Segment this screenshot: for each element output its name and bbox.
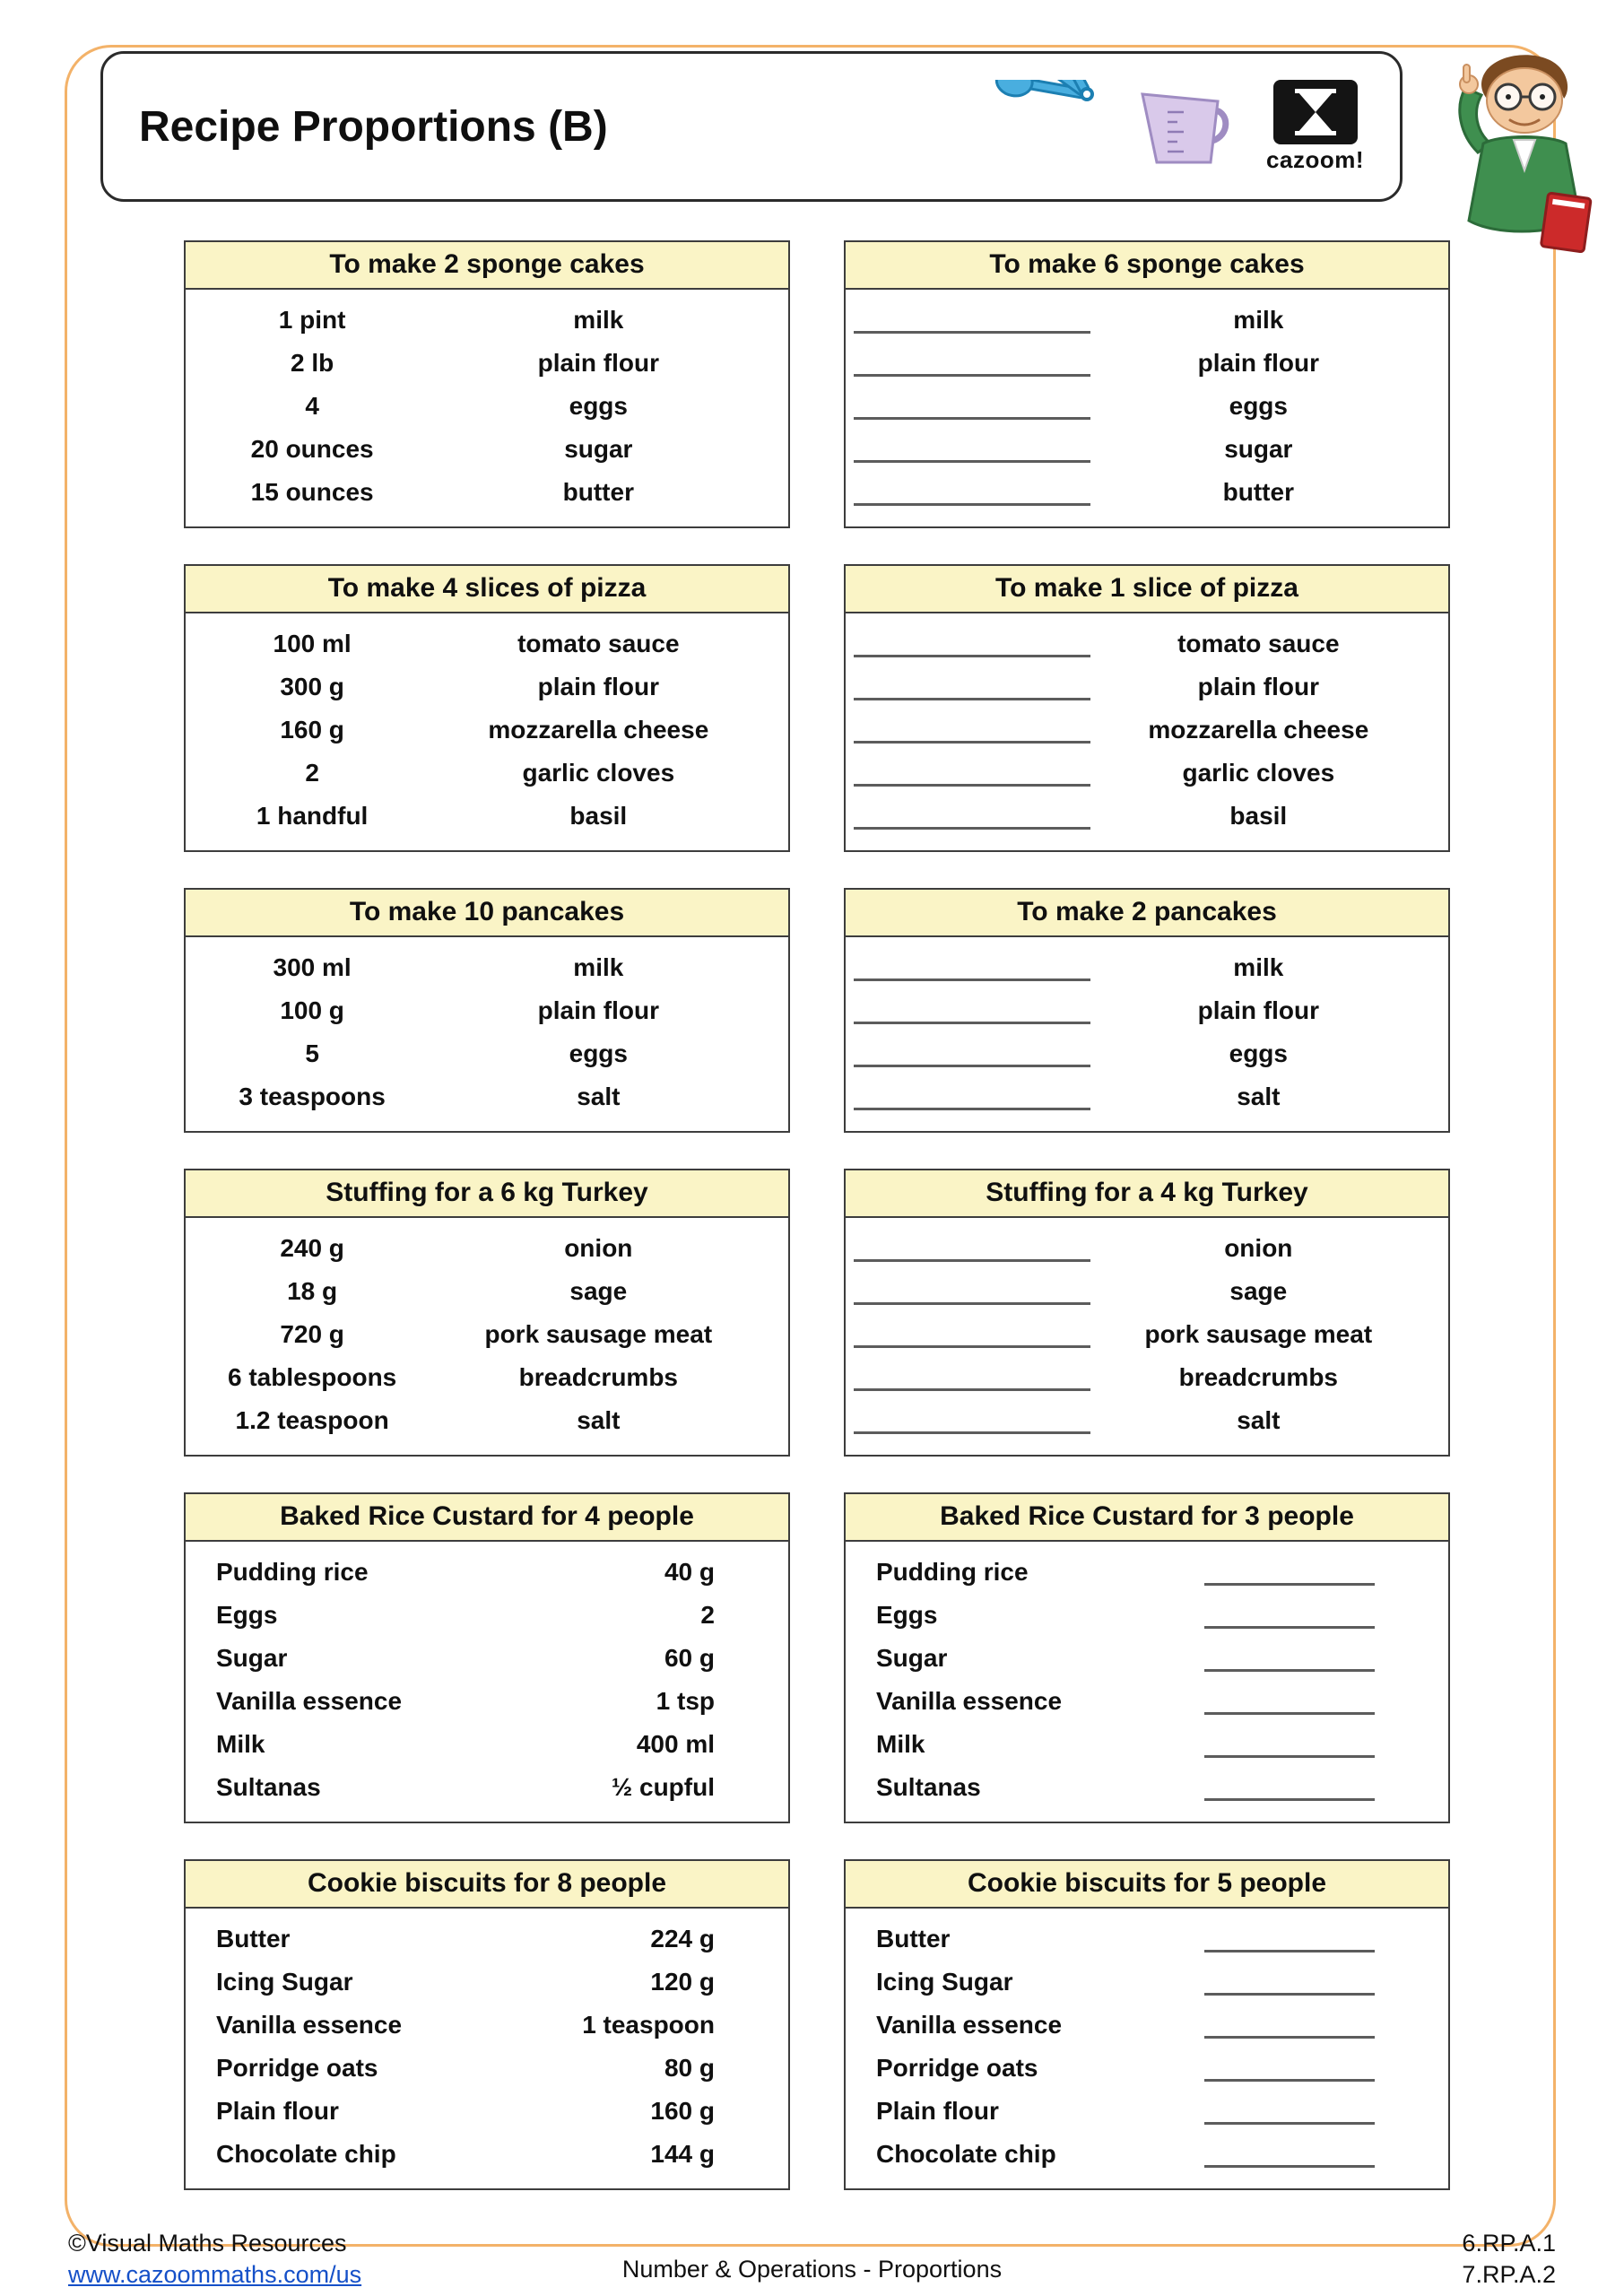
recipe-row bbox=[846, 665, 1448, 709]
recipe-box-body bbox=[846, 1542, 1448, 1822]
ingredient-label: onion bbox=[1224, 1234, 1293, 1262]
recipe-box-title: Baked Rice Custard for 3 people bbox=[846, 1494, 1448, 1542]
ingredient-label: sugar bbox=[1224, 435, 1293, 463]
recipe-row bbox=[186, 2047, 788, 2090]
recipe-row bbox=[846, 1766, 1448, 1809]
ingredient-label: basil bbox=[1229, 802, 1288, 830]
recipe-row bbox=[186, 1637, 788, 1680]
ingredient-label: plain flour bbox=[537, 673, 659, 700]
ingredient-label: tomato sauce bbox=[1177, 630, 1340, 657]
recipe-row bbox=[186, 471, 788, 514]
amount-value: ½ cupful bbox=[611, 1773, 715, 1801]
amount-value: 1 teaspoon bbox=[582, 2011, 715, 2039]
answer-blank[interactable] bbox=[854, 978, 1090, 981]
ingredient-label: sage bbox=[1229, 1277, 1288, 1305]
footer-topic-label: Number & Operations - Proportions bbox=[621, 2256, 1003, 2283]
amount-value: 18 g bbox=[287, 1277, 338, 1305]
ingredient-label: Icing Sugar bbox=[216, 1968, 353, 1996]
cazoom-logo-text: cazoom! bbox=[1266, 146, 1364, 173]
ingredient-label: Milk bbox=[216, 1730, 265, 1758]
amount-value: 2 lb bbox=[291, 349, 334, 377]
recipe-box-title: To make 4 slices of pizza bbox=[186, 566, 788, 613]
ingredient-label: eggs bbox=[1229, 392, 1288, 420]
answer-blank[interactable] bbox=[854, 1022, 1090, 1024]
ingredient-label: Sultanas bbox=[876, 1773, 981, 1801]
ingredient-label: plain flour bbox=[1197, 349, 1319, 377]
recipe-row bbox=[846, 1227, 1448, 1270]
ingredient-label: Butter bbox=[876, 1925, 951, 1952]
amount-value: 224 g bbox=[650, 1925, 715, 1952]
recipe-row bbox=[186, 385, 788, 428]
amount-value: 160 g bbox=[650, 2097, 715, 2125]
recipe-box-pizza-1 bbox=[844, 564, 1450, 852]
recipe-box-title: Cookie biscuits for 5 people bbox=[846, 1861, 1448, 1909]
ingredient-label: breadcrumbs bbox=[518, 1363, 679, 1391]
recipe-row bbox=[186, 752, 788, 795]
recipe-box-body bbox=[186, 1218, 788, 1455]
amount-value: 40 g bbox=[664, 1558, 715, 1586]
ingredient-label: eggs bbox=[1229, 1039, 1288, 1067]
recipe-row bbox=[186, 1766, 788, 1809]
amount-value: 120 g bbox=[650, 1968, 715, 1996]
answer-blank[interactable] bbox=[854, 698, 1090, 700]
recipe-row bbox=[186, 1227, 788, 1270]
ingredient-label: milk bbox=[1233, 953, 1284, 981]
ingredient-label: garlic cloves bbox=[522, 759, 675, 787]
answer-blank[interactable] bbox=[854, 655, 1090, 657]
recipe-row bbox=[846, 471, 1448, 514]
answer-blank[interactable] bbox=[1204, 1712, 1375, 1715]
ingredient-label: milk bbox=[573, 306, 624, 334]
recipe-box-body bbox=[846, 613, 1448, 850]
recipe-box-pizza-4 bbox=[184, 564, 790, 852]
recipe-box-body bbox=[186, 290, 788, 526]
amount-value: 15 ounces bbox=[250, 478, 374, 506]
recipe-box-sponge-cakes-2 bbox=[184, 240, 790, 528]
website-link[interactable]: www.cazoommaths.com/us bbox=[68, 2260, 362, 2288]
amount-value: 1.2 teaspoon bbox=[235, 1406, 389, 1434]
amount-value: 720 g bbox=[280, 1320, 344, 1348]
ingredient-label: basil bbox=[569, 802, 628, 830]
answer-blank[interactable] bbox=[1204, 2036, 1375, 2039]
recipe-row bbox=[846, 1399, 1448, 1442]
ingredient-label: salt bbox=[1237, 1406, 1281, 1434]
amount-value: 1 tsp bbox=[656, 1687, 715, 1715]
recipe-row bbox=[846, 1637, 1448, 1680]
answer-blank[interactable] bbox=[1204, 1626, 1375, 1629]
answer-blank[interactable] bbox=[854, 331, 1090, 334]
ingredient-label: tomato sauce bbox=[517, 630, 680, 657]
recipe-row bbox=[186, 1313, 788, 1356]
ingredient-label: breadcrumbs bbox=[1178, 1363, 1339, 1391]
recipe-row bbox=[846, 622, 1448, 665]
ingredient-label: Porridge oats bbox=[876, 2054, 1038, 2082]
answer-blank[interactable] bbox=[854, 1065, 1090, 1067]
recipe-row bbox=[186, 989, 788, 1032]
answer-blank[interactable] bbox=[1204, 1993, 1375, 1996]
amount-value: 144 g bbox=[650, 2140, 715, 2168]
answer-blank[interactable] bbox=[1204, 1755, 1375, 1758]
recipe-row bbox=[846, 946, 1448, 989]
answer-blank[interactable] bbox=[1204, 2079, 1375, 2082]
amount-value: 20 ounces bbox=[250, 435, 374, 463]
amount-value: 300 ml bbox=[273, 953, 352, 981]
recipe-box-body bbox=[186, 1909, 788, 2188]
standard-code-2: 7.RP.A.2 bbox=[1462, 2260, 1556, 2288]
copyright-text: ©Visual Maths Resources bbox=[68, 2229, 347, 2257]
ingredient-label: onion bbox=[564, 1234, 633, 1262]
recipe-row bbox=[846, 1551, 1448, 1594]
recipe-row bbox=[846, 2047, 1448, 2090]
ingredient-label: plain flour bbox=[1197, 996, 1319, 1024]
recipe-row bbox=[846, 1075, 1448, 1118]
recipe-box-body bbox=[186, 937, 788, 1131]
ingredient-label: Eggs bbox=[216, 1601, 278, 1629]
ingredient-label: Pudding rice bbox=[876, 1558, 1029, 1586]
ingredient-label: Chocolate chip bbox=[876, 2140, 1056, 2168]
recipe-row bbox=[186, 1032, 788, 1075]
recipe-box-title: Baked Rice Custard for 4 people bbox=[186, 1494, 788, 1542]
recipe-row bbox=[186, 1723, 788, 1766]
recipe-row bbox=[186, 1918, 788, 1961]
ingredient-label: salt bbox=[577, 1083, 621, 1110]
worksheet-header bbox=[100, 51, 1403, 202]
ingredient-label: Vanilla essence bbox=[216, 2011, 403, 2039]
recipe-row bbox=[846, 1594, 1448, 1637]
recipe-row bbox=[186, 2090, 788, 2133]
recipe-box-turkey-4kg bbox=[844, 1169, 1450, 1457]
recipe-row bbox=[186, 2133, 788, 2176]
amount-value: 5 bbox=[305, 1039, 319, 1067]
ingredient-label: milk bbox=[1233, 306, 1284, 334]
recipe-box-title: To make 1 slice of pizza bbox=[846, 566, 1448, 613]
answer-blank[interactable] bbox=[854, 374, 1090, 377]
recipe-box-title: Cookie biscuits for 8 people bbox=[186, 1861, 788, 1909]
answer-blank[interactable] bbox=[854, 1388, 1090, 1391]
ingredient-label: Icing Sugar bbox=[876, 1968, 1013, 1996]
recipe-row bbox=[846, 795, 1448, 838]
recipe-box-turkey-6kg bbox=[184, 1169, 790, 1457]
answer-blank[interactable] bbox=[854, 784, 1090, 787]
recipe-row bbox=[846, 1723, 1448, 1766]
recipe-row bbox=[846, 385, 1448, 428]
ingredient-label: plain flour bbox=[537, 349, 659, 377]
answer-blank[interactable] bbox=[1204, 1798, 1375, 1801]
recipe-row bbox=[846, 2133, 1448, 2176]
standard-code-1: 6.RP.A.1 bbox=[1462, 2229, 1556, 2257]
ingredient-label: butter bbox=[1222, 478, 1294, 506]
teacher-illustration bbox=[1424, 45, 1614, 280]
ingredient-label: Plain flour bbox=[876, 2097, 999, 2125]
ingredient-label: Butter bbox=[216, 1925, 291, 1952]
answer-blank[interactable] bbox=[854, 503, 1090, 506]
answer-blank[interactable] bbox=[854, 1108, 1090, 1110]
recipe-row bbox=[186, 2004, 788, 2047]
recipe-box-pancakes-2 bbox=[844, 888, 1450, 1133]
amount-value: 80 g bbox=[664, 2054, 715, 2082]
answer-blank[interactable] bbox=[1204, 2165, 1375, 2168]
recipe-row bbox=[186, 428, 788, 471]
amount-value: 60 g bbox=[664, 1644, 715, 1672]
ingredient-label: Sugar bbox=[216, 1644, 288, 1672]
cazoom-logo bbox=[1266, 79, 1364, 174]
ingredient-label: Vanilla essence bbox=[876, 1687, 1063, 1715]
recipe-box-title: To make 10 pancakes bbox=[186, 890, 788, 937]
recipe-row bbox=[846, 342, 1448, 385]
ingredient-label: Vanilla essence bbox=[216, 1687, 403, 1715]
amount-value: 4 bbox=[305, 392, 319, 420]
ingredient-label: salt bbox=[577, 1406, 621, 1434]
recipe-row bbox=[186, 622, 788, 665]
ingredient-label: Pudding rice bbox=[216, 1558, 369, 1586]
ingredient-label: plain flour bbox=[1197, 673, 1319, 700]
measuring-jug-icon bbox=[1137, 82, 1232, 172]
recipe-row bbox=[846, 1680, 1448, 1723]
footer-left bbox=[68, 2228, 361, 2291]
recipe-row bbox=[186, 299, 788, 342]
amount-value: 240 g bbox=[280, 1234, 344, 1262]
amount-value: 3 teaspoons bbox=[239, 1083, 386, 1110]
amount-value: 100 g bbox=[280, 996, 344, 1024]
ingredient-label: Milk bbox=[876, 1730, 925, 1758]
recipe-box-title: Stuffing for a 6 kg Turkey bbox=[186, 1170, 788, 1218]
recipe-row bbox=[186, 1270, 788, 1313]
amount-value: 1 pint bbox=[278, 306, 346, 334]
recipe-box-pancakes-10 bbox=[184, 888, 790, 1133]
amount-value: 2 bbox=[700, 1601, 715, 1629]
recipe-row bbox=[846, 989, 1448, 1032]
recipe-row bbox=[846, 1918, 1448, 1961]
recipe-row bbox=[846, 1032, 1448, 1075]
recipe-row bbox=[186, 946, 788, 989]
recipe-row bbox=[186, 1399, 788, 1442]
ingredient-label: Chocolate chip bbox=[216, 2140, 396, 2168]
recipe-row bbox=[186, 1551, 788, 1594]
ingredient-label: Porridge oats bbox=[216, 2054, 378, 2082]
recipe-row bbox=[846, 1961, 1448, 2004]
recipe-row bbox=[186, 342, 788, 385]
recipe-box-body bbox=[846, 1218, 1448, 1455]
recipe-row bbox=[846, 752, 1448, 795]
ingredient-label: Sultanas bbox=[216, 1773, 321, 1801]
ingredient-label: mozzarella cheese bbox=[1148, 716, 1369, 744]
amount-value: 160 g bbox=[280, 716, 344, 744]
cazoom-logo-mark bbox=[1272, 79, 1359, 145]
worksheet-footer bbox=[68, 2228, 1556, 2296]
answer-blank[interactable] bbox=[1204, 1669, 1375, 1672]
answer-blank[interactable] bbox=[1204, 1950, 1375, 1952]
recipe-row bbox=[846, 299, 1448, 342]
amount-value: 400 ml bbox=[636, 1730, 715, 1758]
amount-value: 2 bbox=[305, 759, 319, 787]
ingredient-label: eggs bbox=[569, 1039, 628, 1067]
answer-blank[interactable] bbox=[854, 1431, 1090, 1434]
recipe-row bbox=[186, 709, 788, 752]
footer-standards bbox=[1462, 2228, 1556, 2291]
answer-blank[interactable] bbox=[1204, 1583, 1375, 1586]
ingredient-label: mozzarella cheese bbox=[488, 716, 709, 744]
ingredient-label: sage bbox=[569, 1277, 628, 1305]
amount-value: 300 g bbox=[280, 673, 344, 700]
ingredient-label: salt bbox=[1237, 1083, 1281, 1110]
recipe-row bbox=[846, 1356, 1448, 1399]
recipe-row bbox=[846, 428, 1448, 471]
recipe-row bbox=[846, 2090, 1448, 2133]
recipe-grid bbox=[184, 240, 1450, 2190]
recipe-row bbox=[186, 1594, 788, 1637]
amount-value: 6 tablespoons bbox=[227, 1363, 397, 1391]
ingredient-label: Sugar bbox=[876, 1644, 948, 1672]
recipe-row bbox=[846, 1313, 1448, 1356]
answer-blank[interactable] bbox=[854, 460, 1090, 463]
answer-blank[interactable] bbox=[854, 1345, 1090, 1348]
ingredient-label: butter bbox=[562, 478, 634, 506]
header-icons bbox=[986, 79, 1364, 174]
ingredient-label: eggs bbox=[569, 392, 628, 420]
amount-value: 100 ml bbox=[273, 630, 352, 657]
ingredient-label: milk bbox=[573, 953, 624, 981]
recipe-box-body bbox=[846, 937, 1448, 1131]
answer-blank[interactable] bbox=[854, 1302, 1090, 1305]
recipe-box-body bbox=[186, 1542, 788, 1822]
recipe-row bbox=[846, 709, 1448, 752]
recipe-row bbox=[186, 665, 788, 709]
answer-blank[interactable] bbox=[854, 1259, 1090, 1262]
ingredient-label: Vanilla essence bbox=[876, 2011, 1063, 2039]
ingredient-label: Plain flour bbox=[216, 2097, 339, 2125]
recipe-box-cookies-5 bbox=[844, 1859, 1450, 2190]
recipe-box-custard-3 bbox=[844, 1492, 1450, 1823]
ingredient-label: garlic cloves bbox=[1182, 759, 1335, 787]
recipe-box-body bbox=[186, 613, 788, 850]
recipe-row bbox=[846, 1270, 1448, 1313]
recipe-row bbox=[186, 1961, 788, 2004]
answer-blank[interactable] bbox=[854, 417, 1090, 420]
recipe-box-custard-4 bbox=[184, 1492, 790, 1823]
ingredient-label: pork sausage meat bbox=[1144, 1320, 1373, 1348]
recipe-row bbox=[186, 1075, 788, 1118]
ingredient-label: sugar bbox=[564, 435, 633, 463]
recipe-row bbox=[186, 1680, 788, 1723]
amount-value: 1 handful bbox=[256, 802, 369, 830]
recipe-box-body bbox=[846, 1909, 1448, 2188]
recipe-row bbox=[846, 2004, 1448, 2047]
answer-blank[interactable] bbox=[1204, 2122, 1375, 2125]
recipe-box-body bbox=[846, 290, 1448, 526]
recipe-box-title: Stuffing for a 4 kg Turkey bbox=[846, 1170, 1448, 1218]
recipe-box-title: To make 2 sponge cakes bbox=[186, 242, 788, 290]
recipe-row bbox=[186, 795, 788, 838]
ingredient-label: pork sausage meat bbox=[484, 1320, 713, 1348]
recipe-box-title: To make 6 sponge cakes bbox=[846, 242, 1448, 290]
recipe-box-cookies-8 bbox=[184, 1859, 790, 2190]
page-title: Recipe Proportions (B) bbox=[139, 102, 608, 151]
recipe-box-sponge-cakes-6 bbox=[844, 240, 1450, 528]
recipe-box-title: To make 2 pancakes bbox=[846, 890, 1448, 937]
recipe-row bbox=[186, 1356, 788, 1399]
answer-blank[interactable] bbox=[854, 827, 1090, 830]
measuring-spoons-icon bbox=[986, 80, 1103, 174]
answer-blank[interactable] bbox=[854, 741, 1090, 744]
ingredient-label: plain flour bbox=[537, 996, 659, 1024]
ingredient-label: Eggs bbox=[876, 1601, 938, 1629]
